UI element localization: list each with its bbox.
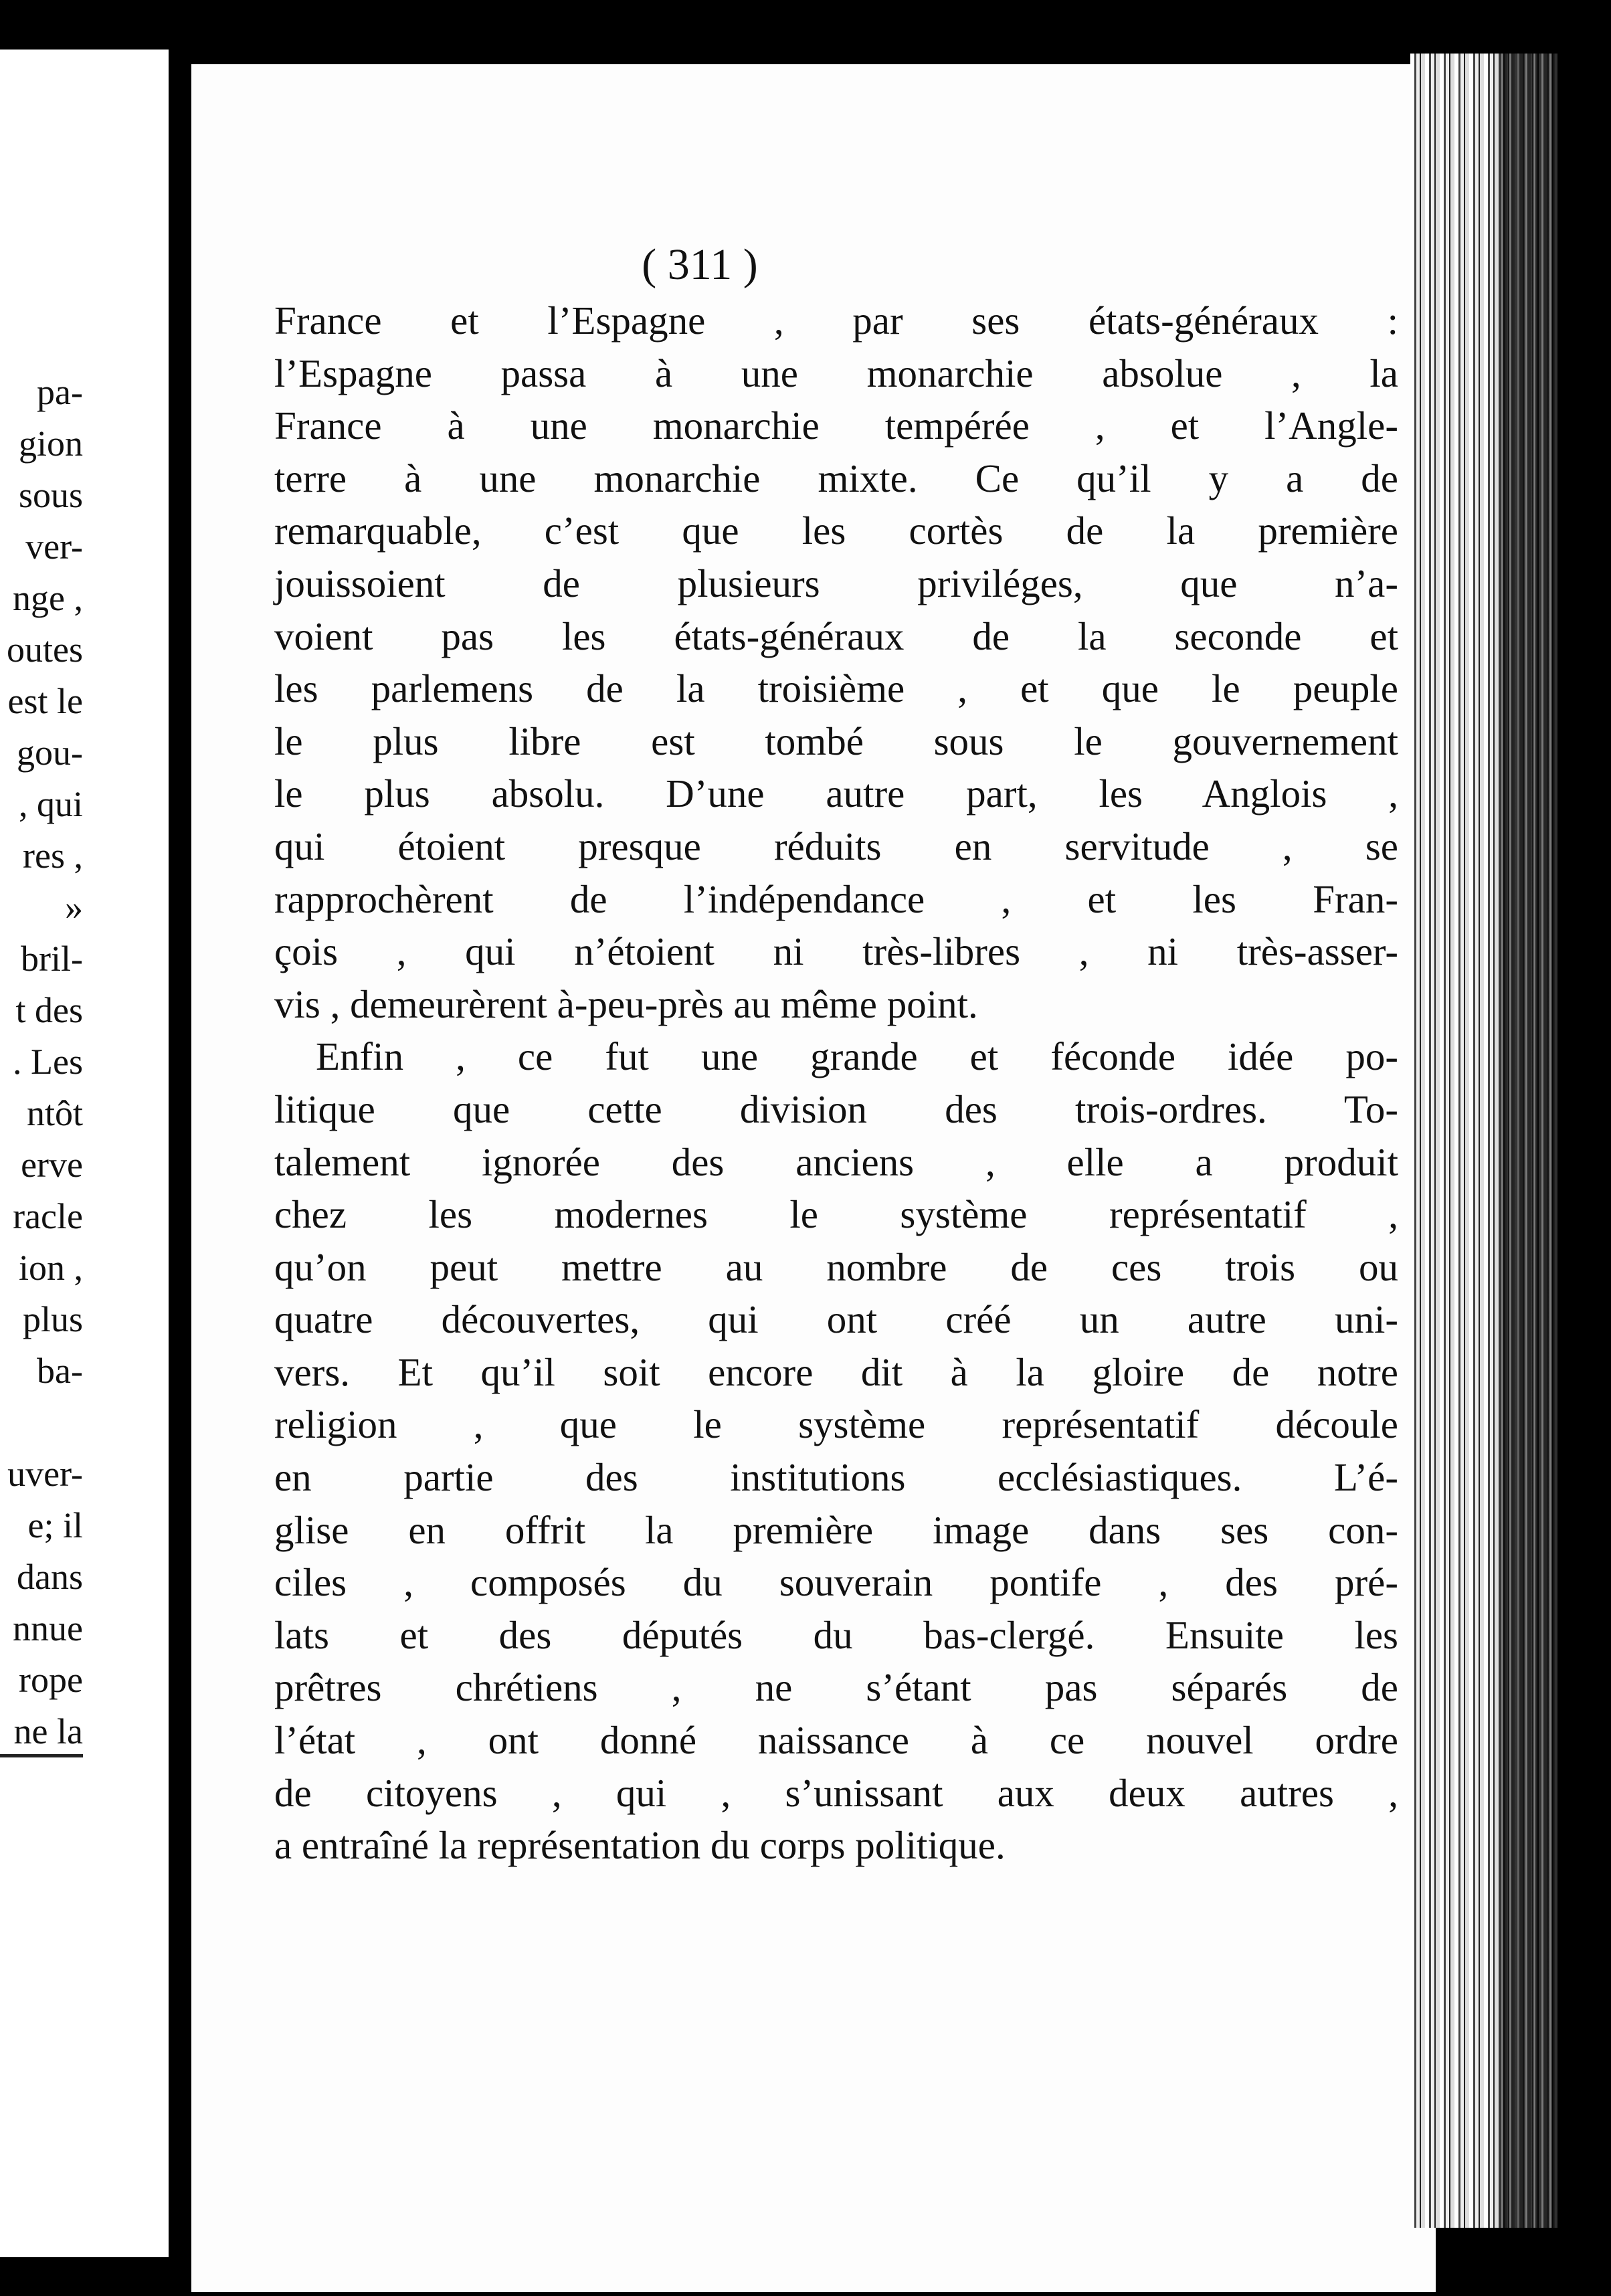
book-gutter <box>169 40 191 2296</box>
text-line: talement ignorée des anciens , elle a produit <box>274 1139 1398 1184</box>
text-line: les parlemens de la troisième , et que le peuple <box>274 666 1398 711</box>
left-line: nnue <box>13 1608 83 1648</box>
left-line: . Les <box>13 1042 83 1082</box>
page-edges-shadow <box>1499 54 1559 2228</box>
left-page-fragment <box>0 50 169 2257</box>
left-line <box>7 1397 83 1448</box>
left-page-text <box>7 367 83 1757</box>
page-number: ( 311 ) <box>642 240 758 289</box>
text-line: a entraîné la représentation du corps politique. <box>274 1823 1006 1868</box>
left-line: , qui <box>18 784 83 824</box>
left-line: est le <box>7 681 83 721</box>
text-line: litique que cette division des trois-ordres. To- <box>274 1086 1398 1131</box>
text-line: en partie des institutions ecclésiastiques. L’é- <box>274 1455 1398 1500</box>
text-line: ciles , composés du souverain pontife , des pré- <box>274 1560 1398 1605</box>
text-line: vis , demeurèrent à-peu-près au même point. <box>274 981 978 1026</box>
text-line: vers. Et qu’il soit encore dit à la gloire de notre <box>274 1349 1398 1394</box>
text-line: voient pas les états-généraux de la seconde et <box>274 613 1398 658</box>
left-line: nge , <box>13 578 83 618</box>
footnote-rule <box>0 1754 83 1757</box>
text-line: le plus absolu. D’une autre part, les Anglois , <box>274 771 1398 816</box>
text-line: prêtres chrétiens , ne s’étant pas séparés de <box>274 1665 1398 1710</box>
text-line: remarquable, c’est que les cortès de la première <box>274 508 1398 553</box>
text-line: qu’on peut mettre au nombre de ces trois ou <box>274 1244 1398 1289</box>
left-line: ver- <box>25 527 83 567</box>
text-line: çois , qui n’étoient ni très-libres , ni très-asser- <box>274 929 1398 974</box>
text-line: l’Espagne passa à une monarchie absolue , la <box>274 351 1398 395</box>
left-line: outes <box>7 630 83 670</box>
book-page <box>191 64 1436 2292</box>
text-line: le plus libre est tombé sous le gouvernement <box>274 719 1398 763</box>
left-line: pa- <box>37 372 83 412</box>
text-line: glise en offrit la première image dans ses con- <box>274 1507 1398 1552</box>
left-line: bril- <box>21 939 83 979</box>
left-line: uver- <box>7 1454 83 1494</box>
left-line: » <box>65 887 83 927</box>
left-line: sous <box>18 475 83 515</box>
text-line: terre à une monarchie mixte. Ce qu’il y a de <box>274 456 1398 500</box>
left-line: t des <box>15 990 83 1030</box>
page-body <box>274 294 1398 1872</box>
left-line: racle <box>13 1196 83 1236</box>
left-line: ba- <box>37 1351 83 1391</box>
left-line: plus <box>22 1299 83 1339</box>
left-line: gion <box>18 423 83 464</box>
left-line: e; il <box>27 1505 83 1545</box>
left-line: ntôt <box>26 1093 83 1133</box>
text-line: de citoyens , qui , s’unissant aux deux autres , <box>274 1770 1398 1815</box>
scan-border <box>1557 0 1611 2296</box>
left-line: erve <box>21 1145 83 1185</box>
text-line: France et l’Espagne , par ses états-généraux : <box>274 298 1398 343</box>
text-line: Enfin , ce fut une grande et féconde idée po- <box>316 1034 1398 1079</box>
left-line: rope <box>19 1660 83 1700</box>
text-line: l’état , ont donné naissance à ce nouvel ordre <box>274 1718 1398 1763</box>
text-line: jouissoient de plusieurs priviléges, que n’a- <box>274 561 1398 605</box>
text-line: chez les modernes le système représentatif , <box>274 1192 1398 1237</box>
left-line: gou- <box>17 733 83 773</box>
text-line: religion , que le système représentatif découle <box>274 1402 1398 1447</box>
left-line: ne la <box>13 1711 83 1751</box>
text-line: rapprochèrent de l’indépendance , et les Fran- <box>274 876 1398 921</box>
left-line: dans <box>17 1557 83 1597</box>
scan-mark <box>553 0 557 43</box>
left-line: res , <box>23 836 83 876</box>
text-line: qui étoient presque réduits en servitude , se <box>274 824 1398 868</box>
text-line: lats et des députés du bas-clergé. Ensuite les <box>274 1612 1398 1657</box>
text-line: France à une monarchie tempérée , et l’Angle- <box>274 403 1398 448</box>
left-line: ion , <box>18 1248 83 1288</box>
text-line: quatre découvertes, qui ont créé un autre uni- <box>274 1297 1398 1342</box>
